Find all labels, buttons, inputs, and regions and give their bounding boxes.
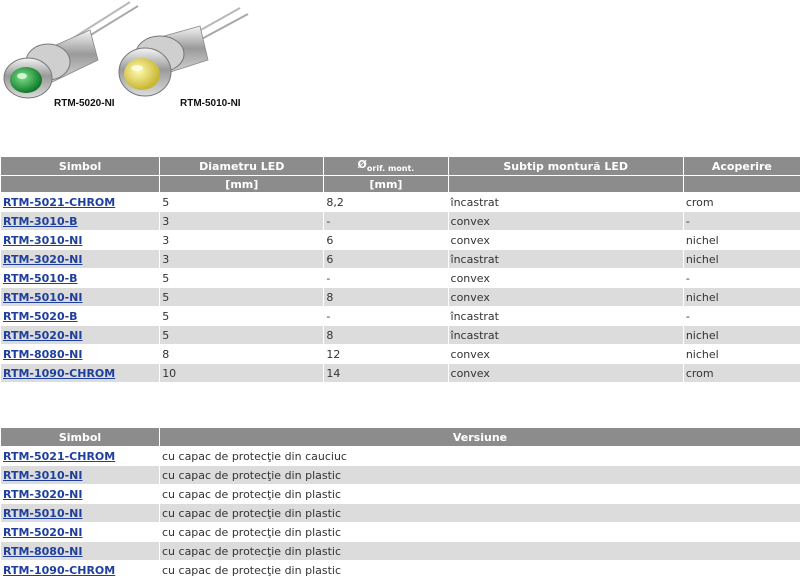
mount-cell: convex bbox=[449, 231, 683, 249]
unit-cell: [mm] bbox=[160, 176, 323, 192]
diameter-cell: 5 bbox=[160, 193, 323, 211]
mount-cell: convex bbox=[449, 288, 683, 306]
product-link[interactable]: RTM-1090-CHROM bbox=[3, 563, 116, 577]
product-photo bbox=[0, 0, 300, 130]
specs-table bbox=[0, 156, 800, 383]
hole-cell: 14 bbox=[324, 364, 447, 382]
versions-header-row bbox=[1, 428, 800, 446]
product-link[interactable]: RTM-5020-NI bbox=[3, 328, 83, 342]
table-row bbox=[1, 447, 800, 465]
product-link[interactable]: RTM-5010-NI bbox=[3, 506, 83, 520]
unit-cell: [mm] bbox=[324, 176, 447, 192]
coating-cell: - bbox=[684, 212, 800, 230]
table-row bbox=[1, 250, 800, 268]
table-row bbox=[1, 193, 800, 211]
product-link[interactable]: RTM-8080-NI bbox=[3, 544, 83, 558]
table-row bbox=[1, 307, 800, 325]
table-row bbox=[1, 466, 800, 484]
product-link[interactable]: RTM-1090-CHROM bbox=[3, 366, 116, 380]
column-header: Simbol bbox=[1, 428, 159, 446]
version-cell: cu capac de protecţie din cauciuc bbox=[160, 447, 800, 465]
version-cell: cu capac de protecţie din plastic bbox=[160, 485, 800, 503]
hole-cell: 6 bbox=[324, 231, 447, 249]
diameter-cell: 3 bbox=[160, 231, 323, 249]
coating-cell: nichel bbox=[684, 345, 800, 363]
table-row bbox=[1, 364, 800, 382]
mount-cell: încastrat bbox=[449, 193, 683, 211]
coating-cell: - bbox=[684, 307, 800, 325]
diameter-cell: 5 bbox=[160, 269, 323, 287]
product-link[interactable]: RTM-5010-B bbox=[3, 271, 78, 285]
version-cell: cu capac de protecţie din plastic bbox=[160, 561, 800, 579]
mount-cell: convex bbox=[449, 364, 683, 382]
version-cell: cu capac de protecţie din plastic bbox=[160, 466, 800, 484]
product-link[interactable]: RTM-5021-CHROM bbox=[3, 195, 116, 209]
hole-cell: 12 bbox=[324, 345, 447, 363]
mount-cell: convex bbox=[449, 212, 683, 230]
column-header: Acoperire bbox=[684, 157, 800, 175]
table-row bbox=[1, 269, 800, 287]
hole-cell: 8 bbox=[324, 326, 447, 344]
product-link[interactable]: RTM-5020-NI bbox=[3, 525, 83, 539]
diameter-cell: 3 bbox=[160, 212, 323, 230]
product-link[interactable]: RTM-5020-B bbox=[3, 309, 78, 323]
product-link[interactable]: RTM-3020-NI bbox=[3, 487, 83, 501]
mount-cell: încastrat bbox=[449, 326, 683, 344]
column-header: Simbol bbox=[1, 157, 159, 175]
table-row bbox=[1, 504, 800, 522]
column-header: Versiune bbox=[160, 428, 800, 446]
hole-cell: - bbox=[324, 269, 447, 287]
coating-cell: nichel bbox=[684, 231, 800, 249]
hole-cell: 6 bbox=[324, 250, 447, 268]
product-link[interactable]: RTM-3020-NI bbox=[3, 252, 83, 266]
coating-cell: crom bbox=[684, 364, 800, 382]
phi-subscript: orif. mont. bbox=[366, 164, 415, 174]
version-cell: cu capac de protecţie din plastic bbox=[160, 523, 800, 541]
hole-cell: 8,2 bbox=[324, 193, 447, 211]
product-link[interactable]: RTM-3010-NI bbox=[3, 468, 83, 482]
product-link[interactable]: RTM-5010-NI bbox=[3, 290, 83, 304]
led-holders-illustration bbox=[0, 0, 300, 130]
coating-cell: nichel bbox=[684, 288, 800, 306]
specs-header-row bbox=[1, 157, 800, 175]
mount-cell: încastrat bbox=[449, 250, 683, 268]
diameter-cell: 8 bbox=[160, 345, 323, 363]
product-link[interactable]: RTM-3010-B bbox=[3, 214, 78, 228]
column-header: Diametru LED bbox=[160, 157, 323, 175]
hole-cell: - bbox=[324, 212, 447, 230]
units-row bbox=[1, 176, 800, 192]
unit-cell bbox=[1, 176, 159, 192]
mount-cell: convex bbox=[449, 345, 683, 363]
table-row bbox=[1, 542, 800, 560]
table-row bbox=[1, 485, 800, 503]
coating-cell: nichel bbox=[684, 326, 800, 344]
unit-cell bbox=[684, 176, 800, 192]
product-link[interactable]: RTM-5021-CHROM bbox=[3, 449, 116, 463]
mount-cell: încastrat bbox=[449, 307, 683, 325]
diameter-cell: 5 bbox=[160, 326, 323, 344]
yellow-led-holder-image bbox=[119, 8, 248, 96]
diameter-cell: 3 bbox=[160, 250, 323, 268]
green-led-holder-image bbox=[4, 2, 138, 98]
unit-cell bbox=[449, 176, 683, 192]
mount-cell: convex bbox=[449, 269, 683, 287]
table-row bbox=[1, 523, 800, 541]
table-row bbox=[1, 288, 800, 306]
diameter-cell: 5 bbox=[160, 288, 323, 306]
product-caption: RTM-5020-NI bbox=[54, 98, 115, 109]
hole-cell: 8 bbox=[324, 288, 447, 306]
version-cell: cu capac de protecţie din plastic bbox=[160, 542, 800, 560]
column-header: Subtip montură LED bbox=[449, 157, 683, 175]
product-caption: RTM-5010-NI bbox=[180, 98, 241, 109]
table-row bbox=[1, 231, 800, 249]
diameter-cell: 5 bbox=[160, 307, 323, 325]
diameter-cell: 10 bbox=[160, 364, 323, 382]
product-link[interactable]: RTM-8080-NI bbox=[3, 347, 83, 361]
table-row bbox=[1, 561, 800, 579]
coating-cell: nichel bbox=[684, 250, 800, 268]
versions-table bbox=[0, 427, 800, 580]
version-cell: cu capac de protecţie din plastic bbox=[160, 504, 800, 522]
column-header bbox=[324, 157, 447, 175]
phi-symbol: Ø bbox=[357, 158, 367, 172]
hole-cell: - bbox=[324, 307, 447, 325]
coating-cell: - bbox=[684, 269, 800, 287]
coating-cell: crom bbox=[684, 193, 800, 211]
product-link[interactable]: RTM-3010-NI bbox=[3, 233, 83, 247]
table-row bbox=[1, 345, 800, 363]
table-row bbox=[1, 212, 800, 230]
table-row bbox=[1, 326, 800, 344]
